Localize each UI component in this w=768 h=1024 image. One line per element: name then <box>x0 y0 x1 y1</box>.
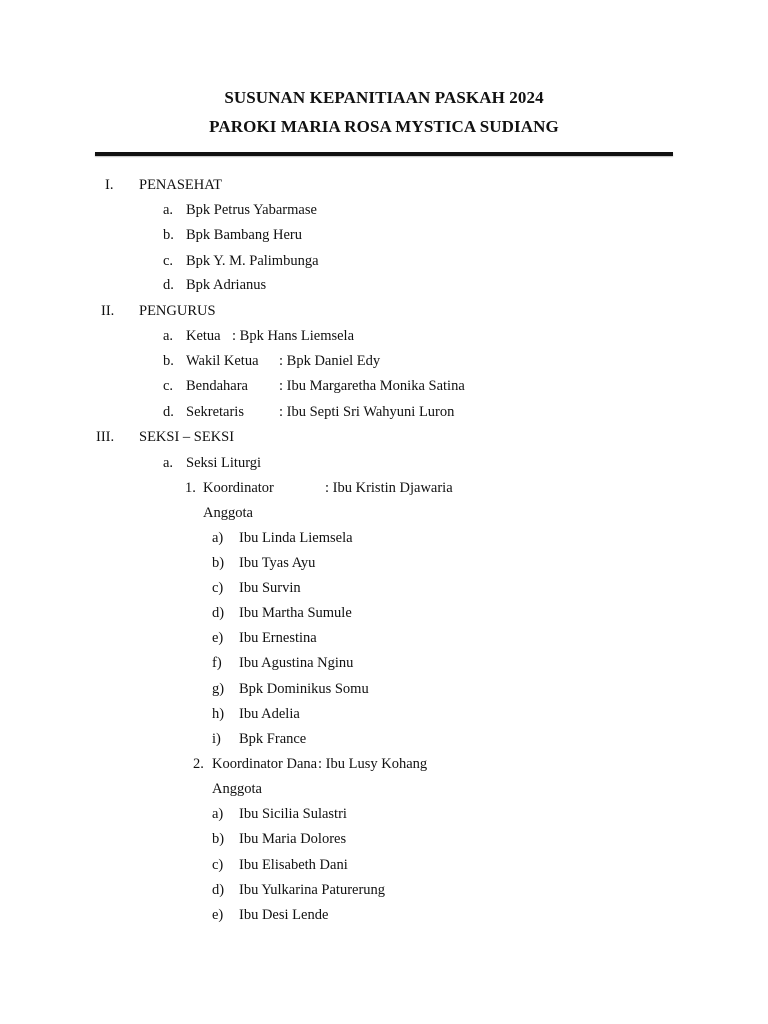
member-marker: a) <box>212 530 224 546</box>
role-label: Koordinator <box>203 480 274 496</box>
member-marker: c) <box>212 580 224 596</box>
group-marker: 2. <box>193 756 204 772</box>
member-marker: f) <box>212 655 222 671</box>
list-marker: a. <box>163 202 174 218</box>
list-marker: a. <box>163 328 174 344</box>
role-label: Sekretaris <box>186 404 244 420</box>
member-item: Bpk Dominikus Somu <box>239 681 369 697</box>
member-item: Ibu Desi Lende <box>239 907 329 923</box>
member-marker: d) <box>212 882 225 898</box>
list-item: Bpk Adrianus <box>186 277 267 293</box>
member-marker: a) <box>212 806 224 822</box>
section-marker: II. <box>101 303 115 319</box>
document-title: SUSUNAN KEPANITIAAN PASKAH 2024 <box>224 88 544 107</box>
header-divider <box>95 152 673 156</box>
section-marker: I. <box>105 177 114 193</box>
role-label: Koordinator Dana <box>212 756 318 772</box>
list-marker: d. <box>163 404 174 420</box>
role-name: : Ibu Kristin Djawaria <box>325 480 453 496</box>
list-item: Bpk Petrus Yabarmase <box>186 202 317 218</box>
list-item: Bpk Bambang Heru <box>186 227 302 243</box>
member-item: Bpk France <box>239 731 307 747</box>
list-marker: b. <box>163 353 174 369</box>
section-title: SEKSI – SEKSI <box>139 429 235 445</box>
member-marker: h) <box>212 706 225 722</box>
subsection-title: Seksi Liturgi <box>186 455 262 471</box>
list-marker: a. <box>163 455 174 471</box>
member-marker: d) <box>212 605 225 621</box>
role-name: : Bpk Daniel Edy <box>279 353 381 369</box>
member-item: Ibu Linda Liemsela <box>239 530 353 546</box>
role-label: Wakil Ketua <box>186 353 259 369</box>
list-marker: b. <box>163 227 174 243</box>
role-name: : Bpk Hans Liemsela <box>232 328 355 344</box>
member-item: Ibu Tyas Ayu <box>239 555 316 571</box>
group-marker: 1. <box>185 480 196 496</box>
role-name: : Ibu Margaretha Monika Satina <box>279 378 465 394</box>
list-item: Bpk Y. M. Palimbunga <box>186 253 319 269</box>
list-marker: d. <box>163 277 174 293</box>
list-marker: c. <box>163 378 174 394</box>
member-marker: b) <box>212 555 225 571</box>
member-marker: c) <box>212 857 224 873</box>
member-marker: i) <box>212 731 221 747</box>
role-name: : Ibu Lusy Kohang <box>318 756 428 772</box>
members-label: Anggota <box>212 781 262 797</box>
member-item: Ibu Yulkarina Paturerung <box>239 882 386 898</box>
member-item: Ibu Elisabeth Dani <box>239 857 348 873</box>
member-marker: b) <box>212 831 225 847</box>
section-title: PENGURUS <box>139 303 216 319</box>
member-marker: e) <box>212 630 224 646</box>
list-marker: c. <box>163 253 174 269</box>
section-title: PENASEHAT <box>139 177 222 193</box>
member-item: Ibu Survin <box>239 580 301 596</box>
member-item: Ibu Agustina Nginu <box>239 655 354 671</box>
role-label: Ketua <box>186 328 221 344</box>
member-marker: e) <box>212 907 224 923</box>
member-item: Ibu Ernestina <box>239 630 317 646</box>
document-subtitle: PAROKI MARIA ROSA MYSTICA SUDIANG <box>209 117 559 136</box>
member-item: Ibu Maria Dolores <box>239 831 347 847</box>
member-item: Ibu Adelia <box>239 706 300 722</box>
member-item: Ibu Sicilia Sulastri <box>239 806 347 822</box>
member-item: Ibu Martha Sumule <box>239 605 352 621</box>
role-name: : Ibu Septi Sri Wahyuni Luron <box>279 404 455 420</box>
members-label: Anggota <box>203 505 253 521</box>
member-marker: g) <box>212 681 225 697</box>
role-label: Bendahara <box>186 378 248 394</box>
section-marker: III. <box>96 429 115 445</box>
